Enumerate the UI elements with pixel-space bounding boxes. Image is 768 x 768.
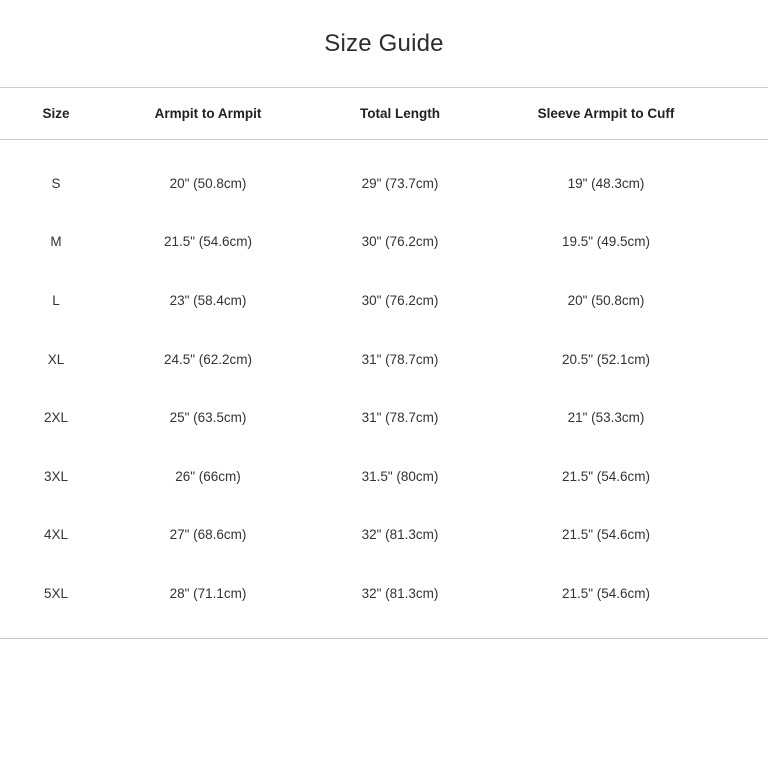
total-length-cell: 32" (81.3cm) <box>361 585 439 601</box>
page-title: Size Guide <box>324 29 444 57</box>
total-length-cell: 30" (76.2cm) <box>361 234 439 250</box>
table-row <box>0 154 768 213</box>
size-cell: XL <box>47 351 65 367</box>
armpit-to-armpit-cell: 21.5" (54.6cm) <box>163 234 253 250</box>
table-row <box>0 388 768 447</box>
size-cell: 4XL <box>43 527 69 543</box>
table-header-row <box>0 88 768 140</box>
sleeve-armpit-to-cuff-cell: 21.5" (54.6cm) <box>561 585 651 601</box>
size-cell: M <box>50 234 62 250</box>
size-cell: L <box>52 292 60 308</box>
total-length-cell: 32" (81.3cm) <box>361 527 439 543</box>
table-row <box>0 564 768 623</box>
total-length-cell: 31" (78.7cm) <box>361 410 439 426</box>
total-length-cell: 30" (76.2cm) <box>361 292 439 308</box>
size-cell: 3XL <box>43 468 69 484</box>
header-cell-size: Size <box>42 106 70 121</box>
size-guide-table <box>0 87 768 639</box>
armpit-to-armpit-cell: 23" (58.4cm) <box>169 292 247 308</box>
table-row <box>0 330 768 389</box>
armpit-to-armpit-cell: 28" (71.1cm) <box>169 585 247 601</box>
sleeve-armpit-to-cuff-cell: 21.5" (54.6cm) <box>561 468 651 484</box>
armpit-to-armpit-cell: 25" (63.5cm) <box>169 410 247 426</box>
sleeve-armpit-to-cuff-cell: 19" (48.3cm) <box>567 175 645 191</box>
armpit-to-armpit-cell: 20" (50.8cm) <box>169 175 247 191</box>
table-row <box>0 271 768 330</box>
header-cell-total-length: Total Length <box>360 106 440 121</box>
header-cell-sleeve-armpit-to-cuff: Sleeve Armpit to Cuff <box>537 106 675 121</box>
sleeve-armpit-to-cuff-cell: 21.5" (54.6cm) <box>561 527 651 543</box>
header-cell-armpit-to-armpit: Armpit to Armpit <box>154 106 262 121</box>
size-cell: S <box>51 175 61 191</box>
armpit-to-armpit-cell: 24.5" (62.2cm) <box>163 351 253 367</box>
table-body <box>0 140 768 638</box>
size-cell: 2XL <box>43 410 69 426</box>
armpit-to-armpit-cell: 26" (66cm) <box>175 468 241 484</box>
table-row <box>0 213 768 272</box>
sleeve-armpit-to-cuff-cell: 21" (53.3cm) <box>567 410 645 426</box>
total-length-cell: 31" (78.7cm) <box>361 351 439 367</box>
total-length-cell: 29" (73.7cm) <box>361 175 439 191</box>
page-header <box>0 0 768 87</box>
table-row <box>0 447 768 506</box>
armpit-to-armpit-cell: 27" (68.6cm) <box>169 527 247 543</box>
table-row <box>0 506 768 565</box>
size-cell: 5XL <box>43 585 69 601</box>
sleeve-armpit-to-cuff-cell: 20" (50.8cm) <box>567 292 645 308</box>
sleeve-armpit-to-cuff-cell: 20.5" (52.1cm) <box>561 351 651 367</box>
sleeve-armpit-to-cuff-cell: 19.5" (49.5cm) <box>561 234 651 250</box>
total-length-cell: 31.5" (80cm) <box>361 468 439 484</box>
